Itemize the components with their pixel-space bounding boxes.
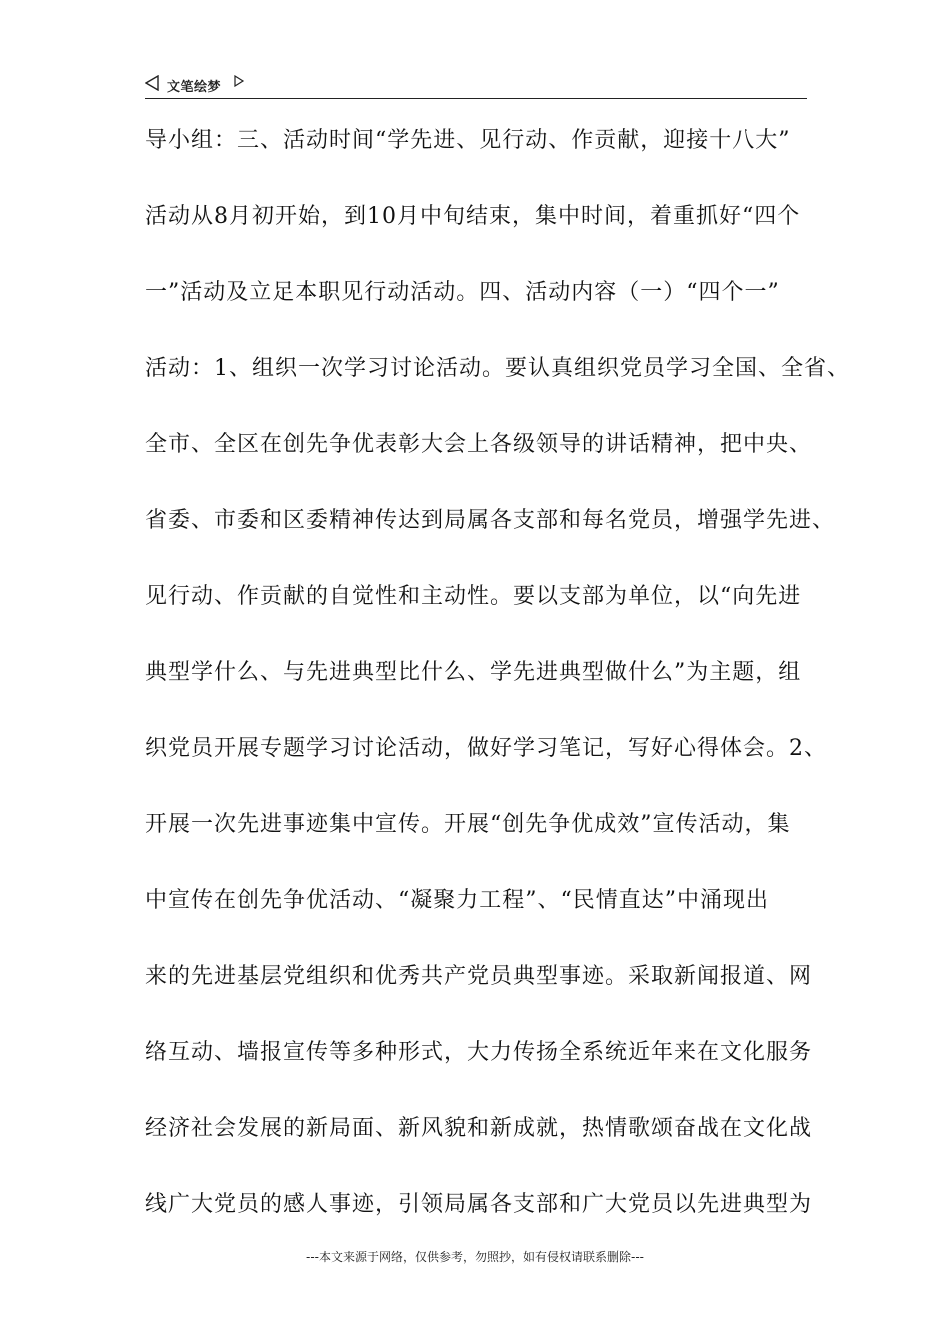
body-line: 省委、市委和区委精神传达到局属各支部和每名党员，增强学先进、 [145, 508, 836, 533]
page-header [145, 72, 807, 99]
body-line: 典型学什么、与先进典型比什么、学先进典型做什么”为主题，组 [145, 660, 802, 685]
body-line: 线广大党员的感人事迹，引领局属各支部和广大党员以先进典型为 [145, 1192, 813, 1217]
body-line: 全市、全区在创先争优表彰大会上各级领导的讲话精神，把中央、 [145, 432, 813, 457]
header-title: 文笔绘梦 [167, 80, 222, 95]
body-line: 来的先进基层党组织和优秀共产党员典型事迹。采取新闻报道、网 [145, 964, 813, 989]
triangle-right-outline-icon [233, 75, 245, 87]
body-line: 一”活动及立足本职见行动活动。四、活动内容（一）“四个一” [145, 280, 780, 305]
body-line: 中宣传在创先争优活动、“凝聚力工程”、“民情直达”中涌现出 [145, 888, 769, 913]
body-line: 活动：1、组织一次学习讨论活动。要认真组织党员学习全国、全省、 [145, 356, 850, 381]
body-line: 织党员开展专题学习讨论活动，做好学习笔记，写好心得体会。2、 [145, 736, 827, 761]
footer-disclaimer: ---本文来源于网络，仅供参考，勿照抄，如有侵权请联系删除--- [306, 1250, 644, 1264]
body-line: 络互动、墙报宣传等多种形式，大力传扬全系统近年来在文化服务 [145, 1040, 813, 1065]
body-line: 活动从8月初开始，到10月中旬结束，集中时间，着重抓好“四个 [145, 204, 801, 229]
body-line: 导小组：三、活动时间“学先进、见行动、作贡献，迎接十八大” [145, 128, 791, 153]
body-line: 见行动、作贡献的自觉性和主动性。要以支部为单位，以“向先进 [145, 584, 802, 609]
document-body [145, 126, 850, 1266]
body-line: 开展一次先进事迹集中宣传。开展“创先争优成效”宣传活动，集 [145, 812, 791, 837]
triangle-left-outline-icon [145, 75, 159, 91]
body-line: 经济社会发展的新局面、新风貌和新成就，热情歌颂奋战在文化战 [145, 1116, 813, 1141]
